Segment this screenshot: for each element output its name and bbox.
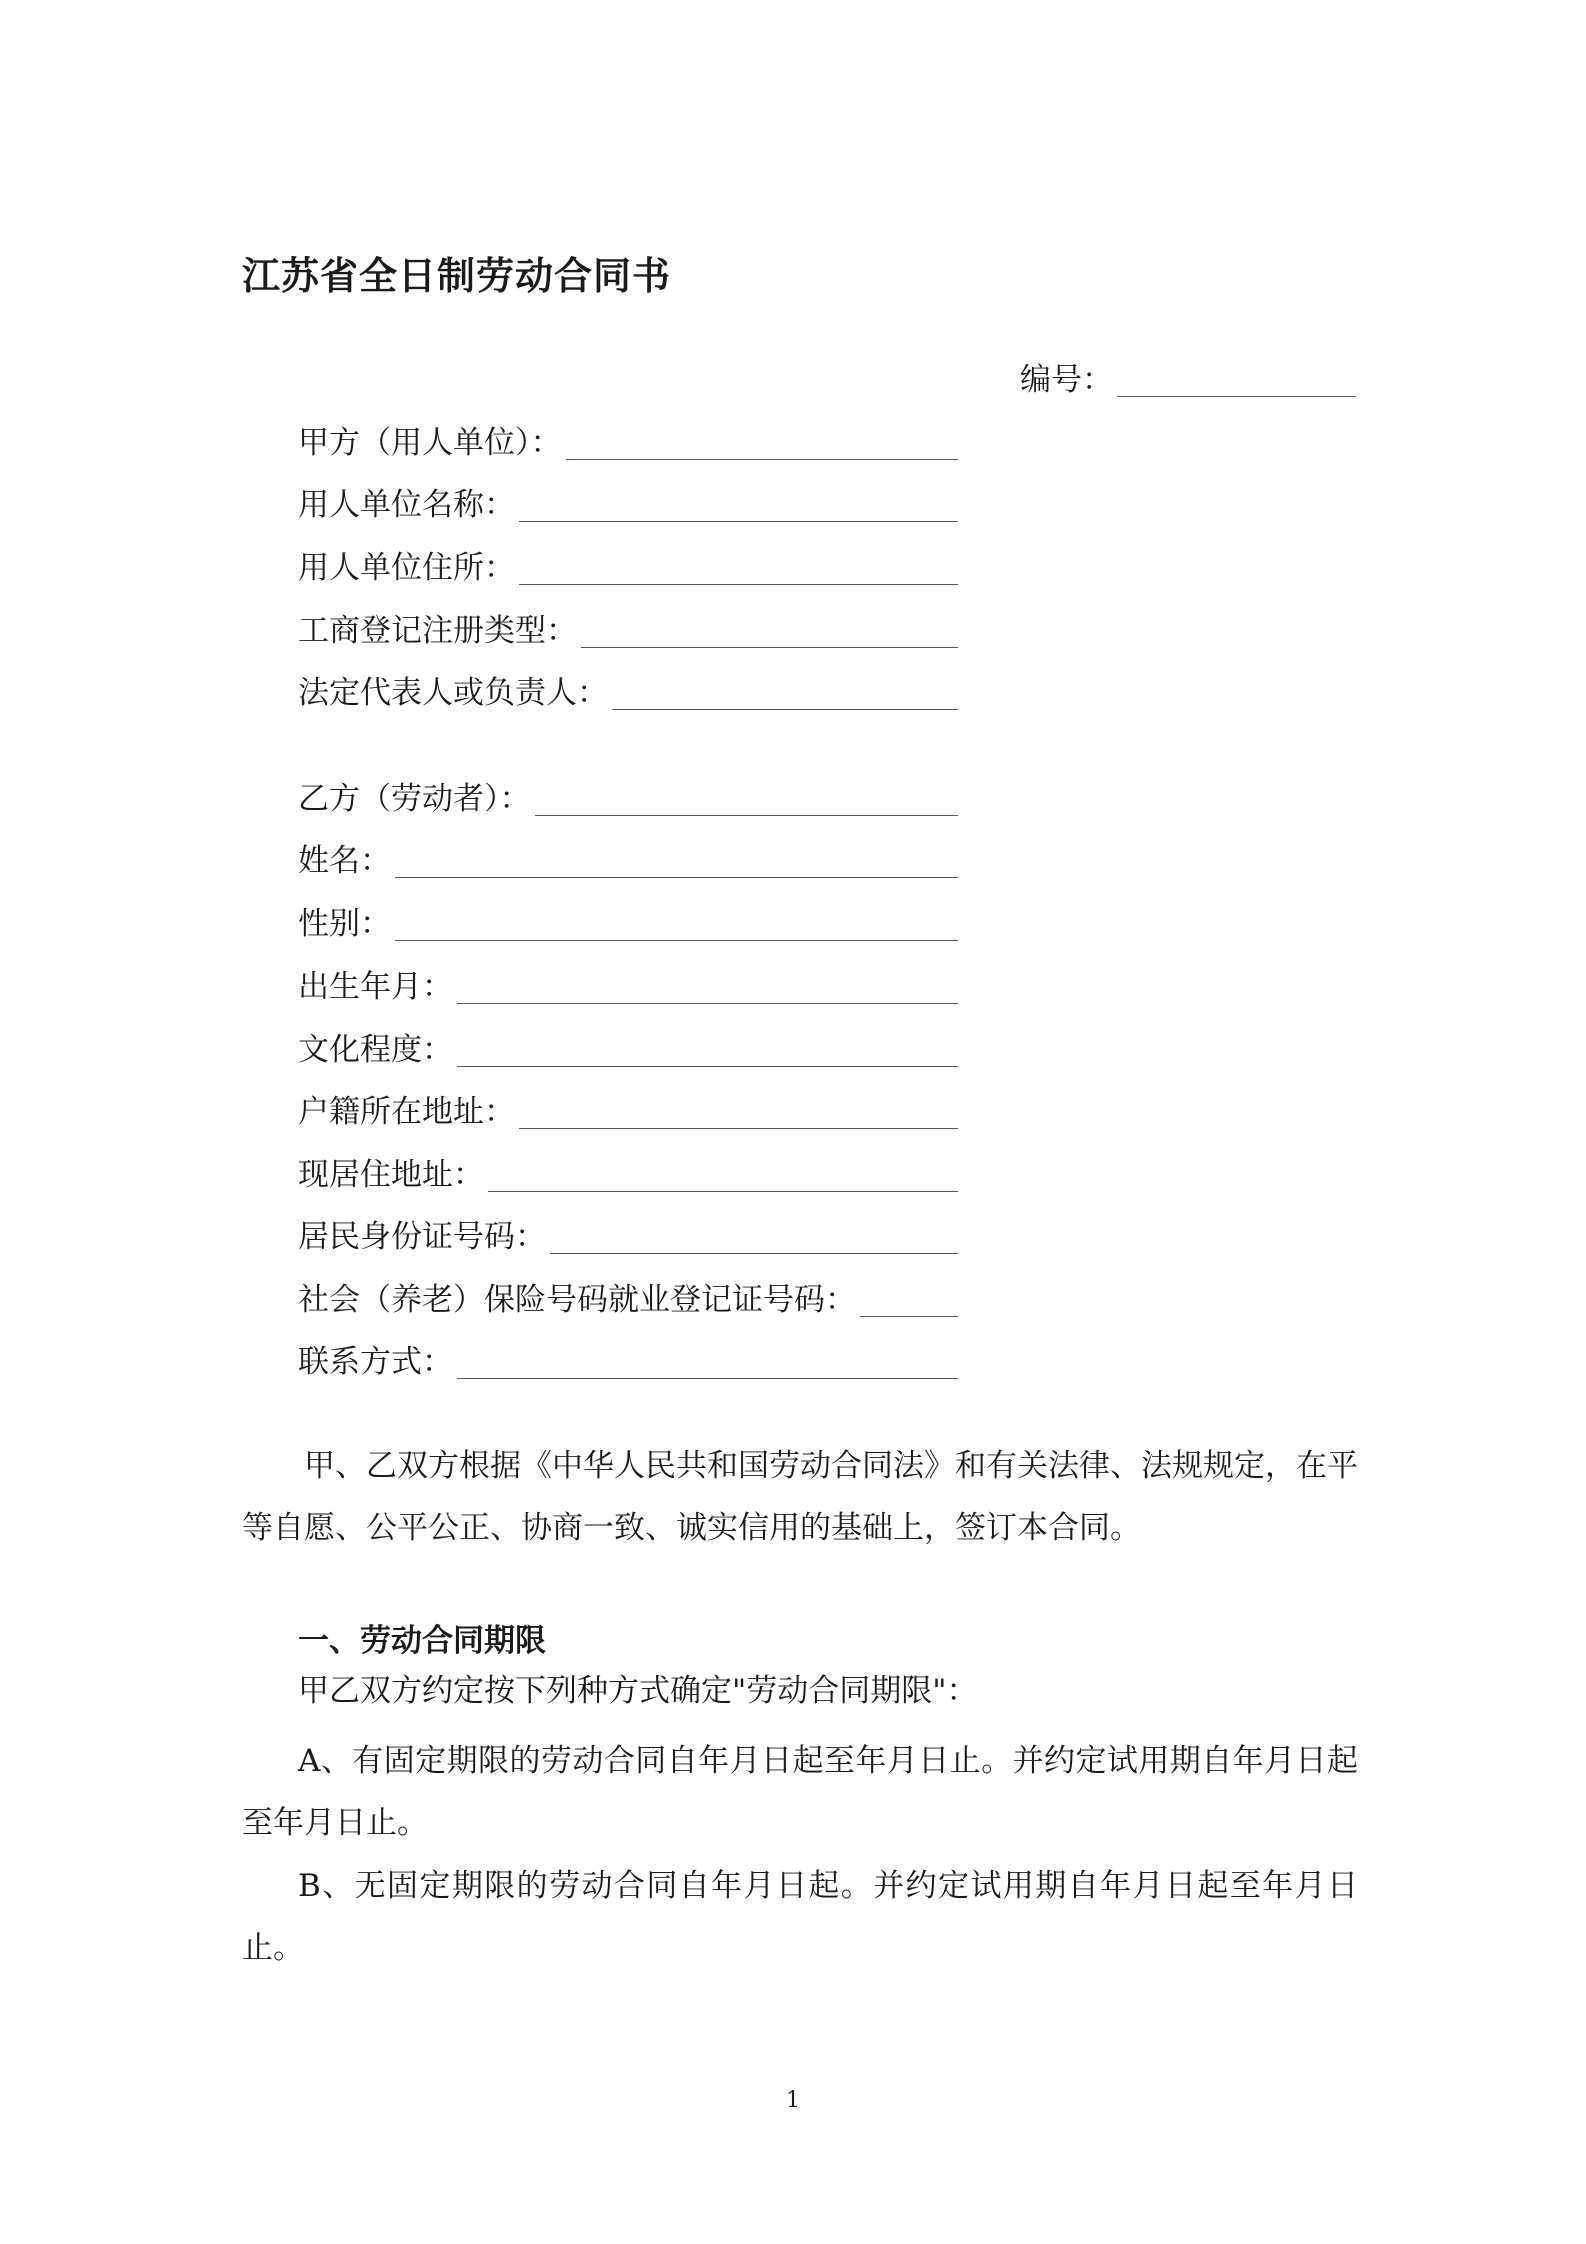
- number-input-line[interactable]: [1117, 362, 1356, 397]
- employer-name-label: 用人单位名称：: [298, 487, 515, 523]
- employer-name-input-line[interactable]: [519, 487, 958, 522]
- document-title: 江苏省全日制劳动合同书: [242, 254, 672, 298]
- page-number: 1: [786, 2088, 800, 2113]
- section-1-heading: 一、劳动合同期限: [298, 1623, 546, 1659]
- insurance-number-label: 社会（养老）保险号码就业登记证号码：: [298, 1282, 856, 1318]
- household-address-input-line[interactable]: [519, 1094, 958, 1129]
- employer-address-field: [298, 543, 958, 587]
- section-1-option-b: B、无固定期限的劳动合同自年月日起。并约定试用期自年月日起至年月日止。: [242, 1868, 1358, 1966]
- legal-representative-field: [298, 668, 958, 712]
- id-number-label: 居民身份证号码：: [298, 1219, 546, 1255]
- current-address-field: [298, 1150, 958, 1194]
- contact-label: 联系方式：: [298, 1344, 453, 1380]
- name-input-line[interactable]: [395, 843, 958, 878]
- contact-field: [298, 1337, 958, 1381]
- gender-label: 性别：: [298, 906, 391, 942]
- current-address-input-line[interactable]: [488, 1157, 958, 1192]
- household-address-label: 户籍所在地址：: [298, 1094, 515, 1130]
- section-1-option-a: A、有固定期限的劳动合同自年月日起至年月日止。并约定试用期自年月日起至年月日止。: [242, 1743, 1358, 1841]
- registration-type-label: 工商登记注册类型：: [298, 613, 577, 649]
- employer-name-field: [298, 480, 958, 524]
- birth-date-input-line[interactable]: [457, 969, 958, 1004]
- party-b-input-line[interactable]: [535, 781, 959, 816]
- number-field: [1020, 355, 1356, 399]
- number-label: 编号：: [1020, 362, 1113, 398]
- contact-input-line[interactable]: [457, 1344, 958, 1379]
- id-number-input-line[interactable]: [550, 1219, 958, 1254]
- party-a-input-line[interactable]: [566, 425, 959, 460]
- household-address-field: [298, 1087, 958, 1131]
- party-a-label: 甲方（用人单位）：: [298, 425, 562, 461]
- education-input-line[interactable]: [457, 1032, 958, 1067]
- education-field: [298, 1025, 958, 1069]
- insurance-number-field: [298, 1275, 958, 1319]
- name-field: [298, 836, 958, 880]
- name-label: 姓名：: [298, 843, 391, 879]
- gender-field: [298, 899, 958, 943]
- registration-type-field: [298, 606, 958, 650]
- birth-date-label: 出生年月：: [298, 969, 453, 1005]
- party-a-field: [298, 418, 958, 462]
- education-label: 文化程度：: [298, 1032, 453, 1068]
- party-b-label: 乙方（劳动者）：: [298, 781, 531, 817]
- current-address-label: 现居住地址：: [298, 1157, 484, 1193]
- party-b-field: [298, 774, 958, 818]
- legal-representative-input-line[interactable]: [612, 675, 958, 710]
- birth-date-field: [298, 962, 958, 1006]
- employer-address-label: 用人单位住所：: [298, 550, 515, 586]
- section-1-lead: 甲乙双方约定按下列种方式确定"劳动合同期限"：: [298, 1673, 978, 1709]
- gender-input-line[interactable]: [395, 906, 958, 941]
- employer-address-input-line[interactable]: [519, 550, 958, 585]
- legal-representative-label: 法定代表人或负责人：: [298, 675, 608, 711]
- insurance-number-input-line[interactable]: [860, 1282, 958, 1317]
- id-number-field: [298, 1212, 958, 1256]
- registration-type-input-line[interactable]: [581, 613, 958, 648]
- intro-paragraph: 甲、乙双方根据《中华人民共和国劳动合同法》和有关法律、法规规定，在平等自愿、公平公正、协商一致、诚实信用的基础上，签订本合同。: [242, 1448, 1358, 1546]
